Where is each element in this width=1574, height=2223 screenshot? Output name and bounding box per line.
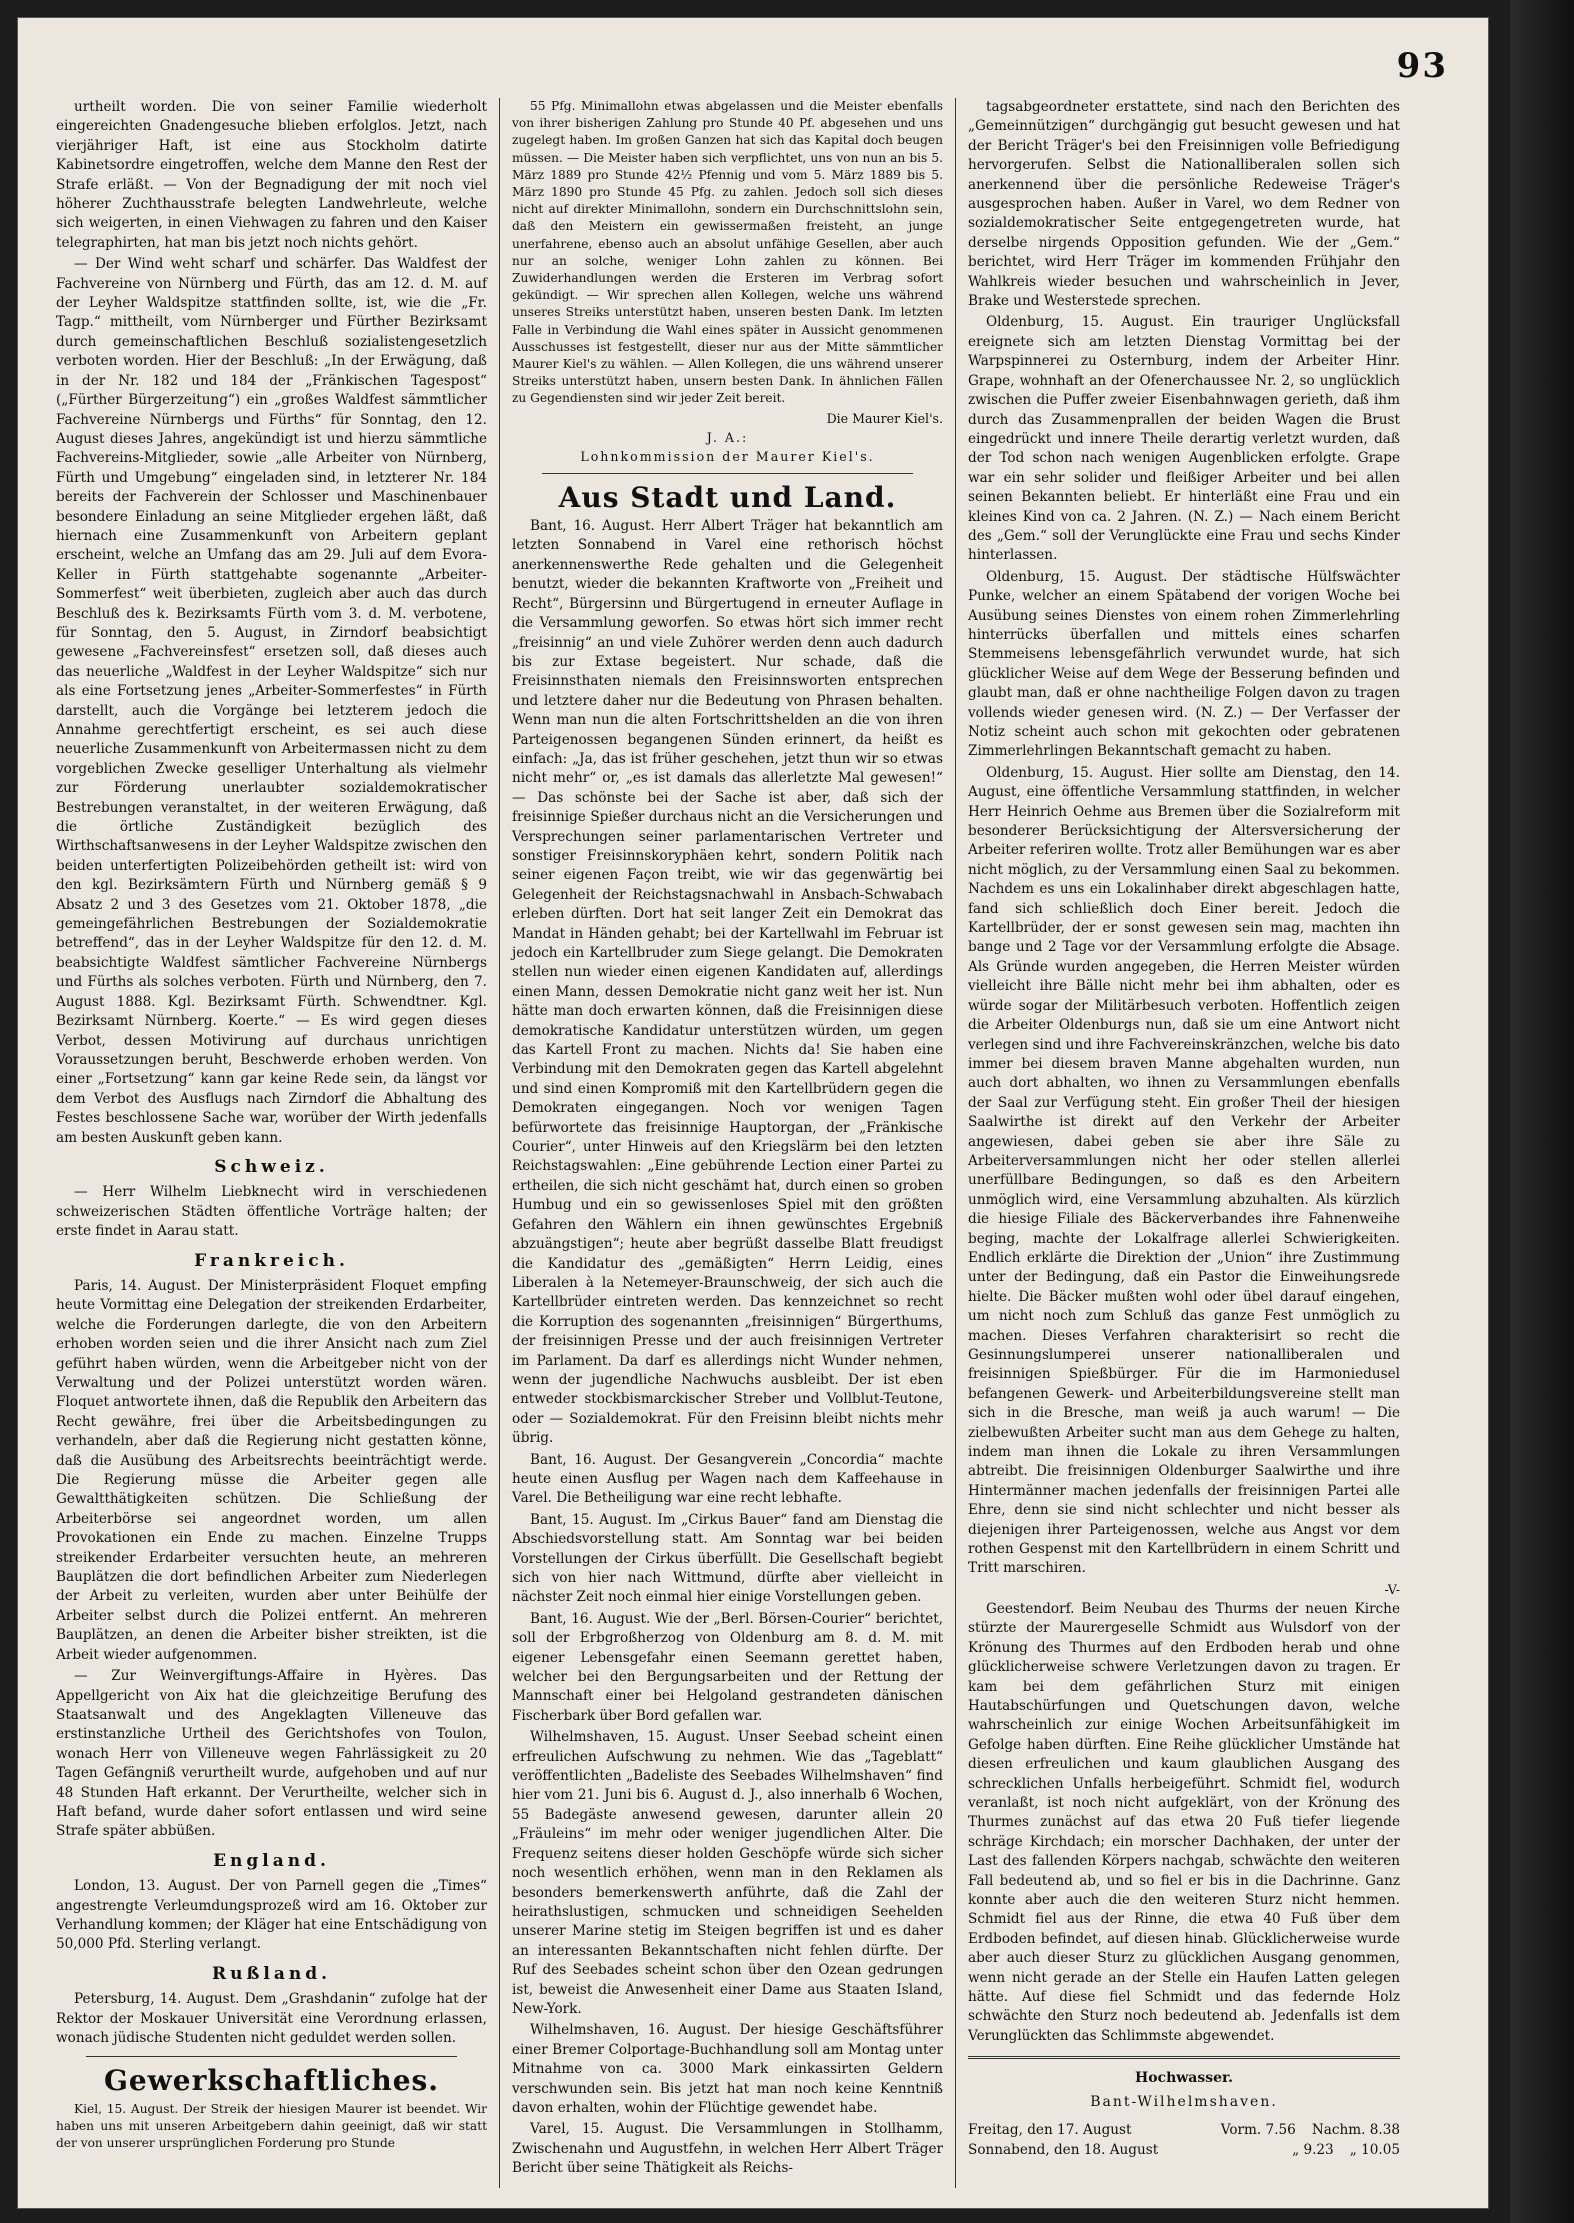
signature: -V-: [1384, 1581, 1400, 1597]
article-paragraph: — Herr Wilhelm Liebknecht wird in verschiedenen schweizerischen Städten öffentliche Vorträge halten; der erste findet in Aarau statt.: [56, 1184, 487, 1240]
scan-edge: [1510, 0, 1574, 2223]
article-paragraph: Bant, 15. August. Im „Cirkus Bauer“ fand am Dienstag die Abschiedsvorstellung statt. Am Sonntag war bei beiden Vorstellungen der Cirkus überfüllt. Die Gesellschaft begiebt sich von hier nach Wittmund, dürfte aber vielleicht in nächster Zeit noch einmal hier einige Vorstellungen geben.: [512, 1511, 943, 1606]
columns: [44, 98, 1414, 2188]
tide-table-row: [968, 2120, 1400, 2140]
column-2: [500, 98, 956, 2188]
tide-table-location: Bant-Wilhelmshaven.: [1090, 2093, 1278, 2110]
column-3: [956, 98, 1412, 2188]
page-number: 93: [1396, 46, 1448, 86]
tide-day: Freitag, den 17. August: [968, 2122, 1132, 2139]
article-paragraph: Varel, 15. August. Die Versammlungen in Stollhamm, Zwischenahn und Augustfehn, in welchen Herr Albert Träger Bericht über seine Thätigkeit als Reichs-: [512, 2121, 943, 2177]
article-paragraph: Wilhelmshaven, 15. August. Unser Seebad scheint einen erfreulichen Aufschwung zu nehmen. Wie das „Tageblatt“ veröffentlichten „Badeliste des Seebades Wilhelmshaven“ find hier vom 21. Juni bis 6. August d. J., also innerhalb 6 Wochen, 55 Badegäste anwesend gewesen, darunter allein 20 „Fräuleins“ im mehr oder weniger jugendlichen Alter. Die Frequenz seitens dieser holden Geschöpfe würde sich sicher noch wesentlich erhöhen, wenn man in den Reklamen als besonders bemerkenswerth anführte, daß die Zahl der heirathslustigen, schmucken und schneidigen Seehelden unserer Marine stetig im Steigen begriffen ist und es daher an interessanten Bekanntschaften nicht fehlen dürfte. Der Ruf des Seebades scheint schon über den Ozean gedrungen ist, beweist die Anwesenheit einer Dame aus Staaten Island, New-York.: [512, 1729, 943, 2017]
article-paragraph: London, 13. August. Der von Parnell gegen die „Times“ angestrengte Verleumdungsprozeß wird am 16. Oktober zur Verhandlung kommen; der Kläger hat eine Entschädigung von 50,000 Pfd. Sterling verlangt.: [56, 1878, 487, 1953]
article-paragraph: Oldenburg, 15. August. Der städtische Hülfswächter Punke, welcher an einem Spätabend der vorigen Woche bei Ausübung seines Dienstes von einem rohen Zimmerlehrling hinterrücks überfallen und mittels eines scharfen Stemmeisens lebensgefährlich verwundet wurde, hat sich glücklicher Weise auf dem Wege der Besserung befinden und glaubt man, daß er ohne nachtheilige Folgen davon zu tragen vollends wieder genesen wird. (N. Z.) — Der Verfasser der Notiz scheint auch schon mit gekochten oder gebratenen Zimmerlehrlingen Bekanntschaft gemacht zu haben.: [968, 568, 1400, 760]
article-paragraph: Bant, 16. August. Herr Albert Träger hat bekanntlich am letzten Sonnabend in Varel eine rethorisch höchst anerkennenswerthe Rede gehalten und die Gelegenheit benutzt, wieder die bekannten Kraftworte von „Freiheit und Recht“, Bürgersinn und Bürgertugend in erneuter Auflage in die Versammlung geworfen. So etwas hört sich immer recht „freisinnig“ an und viele Zuhörer werden denn auch dadurch bis zur Extase begeistert. Nur schade, daß die Freisinnsthaten niemals den Freisinnsworten entsprechen und letztere daher nur die Bedeutung von Phrasen behalten. Wenn man nun die alten Fortschrittshelden an die von ihren Parteigenossen begangenen Sünden erinnert, da heißt es einfach: „Ja, das ist früher geschehen, jetzt thun wir so etwas nicht mehr“ or, „es ist damals das allerletzte Mal gewesen!“ — Das schönste bei der Sache ist aber, daß sich der freisinnige Spießer durchaus nicht an die Versicherungen und Versprechungen seiner parlamentarischen Vertreter und sonstiger Freisinnskoryphäen kehrt, sondern Politik nach seiner eigenen Façon treibt, wie wir das gegenwärtig bei Gelegenheit der Reichstagsnachwahl in Ansbach-Schwabach erleben dürften. Dort hat seit langer Zeit ein Demokrat das Mandat in Händen gehabt; bei der Kartellwahl im Februar ist jedoch ein Kartellbruder zum Siege gelangt. Die Demokraten stellen nun wieder einen eigenen Kandidaten auf, allerdings einen Mann, dessen Demokratie nicht ganz weit her ist. Nun hätte man doch erwarten können, daß die Freisinnigen diese demokratische Kandidatur unterstützen würden, um gegen das Kartell Front zu machen. Nichts da! Sie haben eine Verbindung mit den Demokraten gegen das Kartell abgelehnt und sind einen Kompromiß mit den Kartellbrüdern gegen die Demokraten eingegangen. Noch vor wenigen Tagen befürwortete das freisinnige Hauptorgan, der „Fränkische Courier“, unter Hinweis auf den Kriegslärm bei den letzten Reichstagswahlen: „Eine gebührende Lection einer Partei zu ertheilen, die sich nicht geschämt hat, durch einen so groben Humbug und ein so gewissenloses Spiel mit den größten Gefahren den Wählern ein ihnen gewünschtes Ergebniß abzuängstigen“; heute aber begrüßt dasselbe Blatt freudigst die Kandidatur des „gemäßigten“ Herrn Leidig, eines Liberalen à la Netemeyer-Braunschweig, der sich auch die Kartellbrüder eintreten werden. Das kennzeichnet so recht die Korruption des sogenannten „freisinnigen“ Bürgerthums, der freisinnigen Presse und der auch freisinnigen Vertreter im Parlament. Da darf es allerdings nicht Wunder nehmen, wenn der jugendliche Nachwuchs ausbleibt. Der ist eben entweder stockbismarckischer Streber und Vollblut-Teutone, oder — Sozialdemokrat. Für den Freisinn bleibt nichts mehr übrig.: [512, 518, 943, 1447]
signature: Lohnkommission der Maurer Kiel's.: [580, 448, 875, 464]
tide-nachm: Nachm. 8.38: [1311, 2122, 1400, 2139]
article-paragraph: Geestendorf. Beim Neubau des Thurms der neuen Kirche stürzte der Maurergeselle Schmidt aus Wulsdorf von der Krönung des Thurmes auf den Erdboden herab und ohne glücklicherweise schwere Verletzungen davon zu tragen. Er kam bei dem gefährlichen Sturz mit einigen Hautabschürfungen und Quetschungen davon, welche wahrscheinlich zur einige Wochen Arbeitsunfähigkeit im Gefolge haben dürften. Eine Reihe glücklicher Umstände hat diesen erfreulichen und kaum glaublichen Ausgang des schrecklichen Unfalls herbeigeführt. Schmidt fiel, wodurch veranlaßt, ist noch nicht aufgeklärt, von der Krönung des Thurmes zunächst auf das etwa 20 Fuß tiefer liegende schräge Kirchdach; ein morscher Dachhaken, der unter der Last des fallenden Körpers nachgab, schwächte den weiteren Fall bedeutend ab, und so fiel er bis in die Dachrinne. Ganz konnte aber auch die den weiteren Sturz nicht hemmen. Schmidt fiel aus der Rinne, die etwa 40 Fuß über dem Erdboden befindet, auf diesen hinab. Glücklicherweise wurde aber auch dieser Sturz zu glücklichen Ausgang genommen, wenn nicht gerade an der Stelle ein Haufen Latten gelegen hätte. Auf diese fiel Schmidt und das federnde Holz schwächte den Sturz noch bedeutend ab. Jedenfalls ist dem Verunglückten das Schlimmste abgewendet.: [968, 1600, 1400, 2044]
signature: Die Maurer Kiel's.: [826, 410, 943, 426]
article-paragraph: Bant, 16. August. Wie der „Berl. Börsen-Courier“ berichtet, soll der Erbgroßherzog von Oldenburg am 8. d. M. mit eigener Lebensgefahr einen Seemann gerettet haben, welcher bei den Bergungsarbeiten und der Rettung der Mannschaft einer bei Helgoland gestrandeten dänischen Fischerbark über Bord gefallen war.: [512, 1610, 943, 1724]
section-heading-england: England.: [213, 1850, 330, 1871]
tide-vorm: „ 9.23: [1292, 2142, 1334, 2159]
tide-nachm: „ 10.05: [1349, 2142, 1400, 2159]
signature: J. A.:: [706, 429, 749, 445]
tide-day: Sonnabend, den 18. August: [968, 2142, 1159, 2159]
article-paragraph: 55 Pfg. Minimallohn etwas abgelassen und die Meister ebenfalls von ihrer bisherigen Zahlung pro Stunde 40 Pf. abgesehen und uns zugelegt haben. Im großen Ganzen hat sich das Kapital doch beugen müssen. — Die Meister haben sich verpflichtet, uns von nun an bis 5. März 1889 pro Stunde 42½ Pfennig und vom 5. März 1889 bis 5. März 1890 pro Stunde 45 Pfg. zu zahlen. Jedoch soll sich dieses nicht auf direkter Minimallohn, sondern ein Durchschnittslohn sein, daß den Meistern ein gewissermaßen freisteht, an junge unerfahrene, ebenso auch an absolut unfähige Gesellen, aber auch nur an solche, weniger Lohn zahlen zu können. Bei Zuwiderhandlungen werden die Ersteren im Verbrag sofort gekündigt. — Wir sprechen allen Kollegen, welche uns während unseres Streiks unterstützt haben, unseren besten Dank. Im letzten Falle in Verbindung die Wahl eines später in Aussicht genommenen Ausschusses ist festgestellt, dieser nur aus der Mitte sämmtlicher Maurer Kiel's zu wählen. — Allen Kollegen, die uns während unserer Streiks unterstützt haben, unsern besten Dank. In ähnlichen Fällen zu Gegendiensten sind wir jeder Zeit bereit.: [512, 99, 943, 406]
tide-table-title: Hochwasser.: [1134, 2070, 1234, 2087]
section-heading-russland: Rußland.: [211, 1963, 332, 1984]
section-heading-schweiz: Schweiz.: [214, 1156, 329, 1177]
divider: [86, 2056, 457, 2057]
column-1: [44, 98, 500, 2188]
article-paragraph: Oldenburg, 15. August. Ein trauriger Unglücksfall ereignete sich am letzten Dienstag Vormittag bei der Warpspinnerei zu Osternburg, indem der Arbeiter Hinr. Grape, wohnhaft an der Ofenerchaussee Nr. 2, so unglücklich zwischen die Puffer zweier Eisenbahnwagen gerieth, daß ihm durch das Zusammenprallen der beiden Wagen die Brust eingedrückt und innere Theile derartig verletzt wurden, daß der Tod schon nach wenigen Augenblicken erfolgte. Grape war ein sehr solider und fleißiger Arbeiter und bei allen seinen Bekannten beliebt. Er hinterläßt eine Frau und ein kleines Kind von ca. 2 Jahren. (N. Z.) — Nach einem Bericht des „Gem.“ soll der Verunglückte eine Frau und sechs Kinder hinterlassen.: [968, 314, 1400, 564]
article-paragraph: tagsabgeordneter erstattete, sind nach den Berichten des „Gemeinnützigen“ durchgängig gut besucht gewesen und hat der Bericht Träger's bei den Freisinnigen volle Befriedigung hervorgerufen. Selbst die Nationalliberalen sollen sich anerkennend über die persönliche Redeweise Träger's ausgesprochen haben. Außer in Varel, wo dem Redner von sozialdemokratischer Seite entgegengetreten wurde, hat derselbe nirgends Opposition gefunden. Wie der „Gem.“ berichtet, wird Herr Träger im kommenden Frühjahr den Wahlkreis wieder besuchen und wahrscheinlich in Jever, Brake und Westerstede sprechen.: [968, 99, 1400, 310]
section-heading-aus-stadt-und-land: Aus Stadt und Land.: [558, 480, 897, 514]
article-paragraph: urtheilt worden. Die von seiner Familie wiederholt eingereichten Gnadengesuche blieben erfolglos. Jetzt, nach vierjähriger Haft, ist eine aus Stockholm datirte Kabinetsordre eingetroffen, welche dem Manne den Rest der Strafe erläßt. — Von der Begnadigung der mit noch viel höherer Zuchthausstrafe belegten Landwehrleute, welche sich weigerten, in einen Viehwagen zu fahren und den Kaiser telegraphirten, hat man bis jetzt noch nichts gehört.: [56, 99, 487, 251]
article-paragraph: Paris, 14. August. Der Ministerpräsident Floquet empfing heute Vormittag eine Delegation der streikenden Erdarbeiter, welche die Forderungen darlegte, die von den Arbeitern erhoben worden seien und die ihrer Ansicht nach zum Ziel geführt haben würden, wenn die Arbeitgeber nicht von der Verwaltung und der Polizei unterstützt worden wären. Floquet antwortete ihnen, daß die Republik den Arbeitern das Recht gewähre, frei über die Arbeitsbedingungen zu verhandeln, aber daß die Regierung nicht gestatten könne, daß die Ausübung des Arbeitsrechts beeinträchtigt werde. Die Regierung müsse die Arbeiter gegen alle Gewaltthätigkeiten schützen. Die Schließung der Arbeiterbörse sei angeordnet worden, um allen Provokationen ein Ende zu machen. Einzelne Trupps streikender Erdarbeiter versuchten heute, an mehreren Bauplätzen die dort befindlichen Arbeiter zum Niederlegen der Arbeit zu verleiten, wurden aber unter Beihülfe der Arbeiter selbst durch die Polizei entfernt. An mehreren Bauplätzen, an denen die Arbeiter bisher streikten, ist die Arbeit wieder aufgenommen.: [56, 1277, 487, 1663]
article-paragraph: — Zur Weinvergiftungs-Affaire in Hyères. Das Appellgericht von Aix hat die gleichzeitige Berufung des Staatsanwalt und des Angeklagten Villeneuve das erstinstanzliche Urtheil des Gerichtshofes von Toulon, wonach Herr von Villeneuve wegen Fahrlässigkeit zu 20 Tagen Gefängniß verurtheilt wurde, aufgehoben und auf nur 48 Stunden Haft erkannt. Der Verurtheilte, welcher sich in Haft befand, wurde daher sofort entlassen und wird seine Strafe später abbüßen.: [56, 1668, 487, 1840]
tide-vorm: Vorm. 7.56: [1220, 2122, 1296, 2139]
section-heading-gewerkschaftliches: Gewerkschaftliches.: [103, 2064, 440, 2098]
article-paragraph: Wilhelmshaven, 16. August. Der hiesige Geschäftsführer einer Bremer Colportage-Buchhandlung soll am Montag unter Mitnahme von ca. 3000 Mark einkassirten Geldern verschwunden sein. Bis jetzt hat man noch keine Kenntniß davon erhalten, wohin der Flüchtige gewendet habe.: [512, 2022, 943, 2116]
section-heading-frankreich: Frankreich.: [194, 1250, 349, 1271]
article-paragraph: Petersburg, 14. August. Dem „Grashdanin“ zufolge hat der Rektor der Moskauer Universität eine Verordnung erlassen, wonach jüdische Studenten nicht geduldet werden sollen.: [56, 1991, 487, 2046]
divider: [968, 2056, 1400, 2059]
tide-table-row: [968, 2140, 1400, 2160]
article-paragraph: — Der Wind weht scharf und schärfer. Das Waldfest der Fachvereine von Nürnberg und Fürth, das am 12. d. M. auf der Leyher Waldspitze stattfinden sollte, ist, wie die „Fr. Tagp.“ mittheilt, vom Nürnberger und Fürther Bezirksamt durch gemeinschaftlichen Beschluß sozialistengesetzlich verboten worden. Hier der Beschluß: „In der Erwägung, daß in der Nr. 182 und 184 der „Fränkischen Tagespost“ („Fürther Bürgerzeitung“) ein „großes Waldfest sämmtlicher Fachvereine Nürnbergs und Fürths“ für Sonntag, den 12. August dieses Jahres, angekündigt ist und hierzu sämmtliche Fachvereins-Mitglieder, sowie „alle Arbeiter von Nürnberg, Fürth und Umgebung“ eingeladen sind, in letzterer Nr. 184 bereits der Fachverein der Schlosser und Maschinenbauer besondere Einladung an seine Mitglieder ergehen läßt, daß hiernach eine Zusammenkunft von Arbeitern geplant erscheint, welche an Umfang das am 29. Juli auf dem Evora-Keller in Fürth stattgehabte sogenannte „Arbeiter-Sommerfest“ weit überbieten, zugleich aber auch das durch Beschluß des k. Bezirksamts Fürth vom 3. d. M. verbotene, für Sonntag, den 5. August, in Zirndorf beabsichtigt gewesene „Fachvereinsfest“ ersetzen soll, daß dieses auch das neuerliche „Waldfest in der Leyher Waldspitze“ sich nur als eine Fortsetzung jenes „Arbeiter-Sommerfestes“ in Fürth darstellt, auch die Vorgänge bei letzterem jedoch die Annahme gerechtfertigt erscheint, es sei auch diese neuerliche Zusammenkunft von Arbeitermassen nicht zu dem vorgeblichen Zwecke geselliger Unterhaltung als vielmehr zur Förderung unerlaubter sozialdemokratischer Bestrebungen veranstaltet, in der weiteren Erwägung, daß die örtliche Zuständigkeit bezüglich des Wirthschaftsanwesens in der Leyher Waldspitze zwischen den beiden unterfertigten Polizeibehörden getheilt ist: wird von den kgl. Bezirksämtern Fürth und Nürnberg gemäß § 9 Absatz 2 und 3 des Gesetzes vom 21. Oktober 1878, „die gemeingefährlichen Bestrebungen der Sozialdemokratie betreffend“, das in der Leyher Waldspitze für den 12. d. M. beabsichtigte Waldfest sämtlicher Fachvereine Nürnbergs und Fürths als solches verboten. Fürth und Nürnberg, den 7. August 1888. Kgl. Bezirksamt Fürth. Schwendtner. Kgl. Bezirksamt Nürnberg. Koerte.“ — Es wird gegen dieses Verbot, dessen Motivirung auf durchaus unrichtigen Voraussetzungen beruht, Beschwerde erhoben werden. Von einer „Fortsetzung“ kann gar keine Rede sein, da längst vor dem Verbot des Ausflugs nach Zirndorf die Abhaltung des Festes beschlossene Sache war, worüber der Wirth jedenfalls am besten Auskunft geben kann.: [56, 256, 487, 1146]
newspaper-page: [18, 18, 1488, 2208]
article-paragraph: Kiel, 15. August. Der Streik der hiesigen Maurer ist beendet. Wir haben uns mit unseren Arbeitgebern dahin geeinigt, daß wir statt der von unserer ursprünglichen Forderung pro Stunde: [56, 2101, 487, 2151]
article-paragraph: Oldenburg, 15. August. Hier sollte am Dienstag, den 14. August, eine öffentliche Versammlung stattfinden, in welcher Herr Heinrich Oehme aus Bremen über die Sozialreform mit besonderer Berücksichtigung der Altersversicherung der Arbeiter referiren wollte. Trotz aller Bemühungen war es aber nicht möglich, zu der Versammlung einen Saal zu bekommen. Nachdem es uns ein Lokalinhaber direkt abgeschlagen hatte, fand sich schließlich doch Einer bereit. Jedoch die Kartellbrüder, der er sonst gewesen sein mag, machten ihn bange und 2 Tage vor der Versammlung erfolgte die Absage. Als Gründe wurden angegeben, die Herren Meister würden vielleicht ihre Bälle nicht mehr bei ihm abhalten, oder es würde sogar der Militärbesuch verboten. Hoffentlich zeigen die Arbeiter Oldenburgs nun, daß sie um eine Antwort nicht verlegen sind und ihre Fachvereinskränzchen, welche bis dato immer bei diesem braven Manne abgehalten wurden, nun auch dort abhalten, wo ihnen zu Versammlungen ebenfalls der Saal zur Verfügung steht. Ein großer Theil der hiesigen Saalwirthe ist direkt auf den Verkehr der Arbeiter angewiesen, dabei geben sie aber ihre Säle zu Arbeiterversammlungen nicht her oder stellen allerlei unerfüllbare Bedingungen, so daß es den Arbeitern unmöglich wird, eine Versammlung abzuhalten. Als kürzlich die hiesige Filiale des Bäckerverbandes ihre Fahnenweihe beging, machte der Lokalfrage allerlei Schwierigkeiten. Endlich erklärte die Direktion der „Union“ ihre Zustimmung unter der Bedingung, daß ein Pastor die Einweihungsrede hielte. Die Bäcker mußten wohl oder übel darauf eingehen, um nicht noch zum Schluß das ganze Fest unmöglich zu machen. Dieses Verfahren charakterisirt so recht die Gesinnungslumperei unserer nationalliberalen und freisinnigen Spießbürger. Für die im Harmoniedusel befangenen Gewerk- und Arbeiterbildungsvereine stellt man sich in die Bresche, man weiß ja auch warum! — Die zielbewußten Arbeiter sucht man aus dem Gehege zu halten, indem man ihnen die Lokale zu ihren Versammlungen abtreibt. Die freisinnigen Oldenburger Saalwirthe und ihre Hintermänner machen jedenfalls der freisinnigen Partei alle Ehre, denn sie sind nicht schlechter und nicht besser als diejenigen ihrer Parteigenossen, welche aus Angst vor dem rothen Gespenst mit den Kartellbrüdern in einem Schritt und Tritt marschiren.: [968, 764, 1400, 1577]
article-paragraph: Bant, 16. August. Der Gesangverein „Concordia“ machte heute einen Ausflug per Wagen nach dem Kaffeehause in Varel. Die Betheiligung war eine recht lebhafte.: [512, 1451, 943, 1507]
divider: [542, 473, 913, 474]
